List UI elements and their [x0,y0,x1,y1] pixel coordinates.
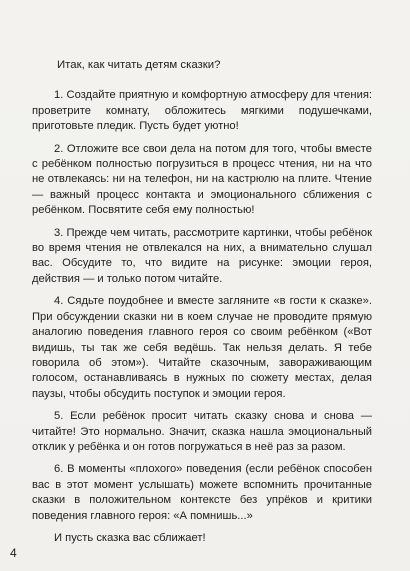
page-number: 4 [10,546,17,560]
paragraph-1: 1. Создайте приятную и комфортную атмосферу для чтения: проветрите комнату, обложитесь мягкими подушечками, приготовьте пледик. Пусть будет уютно! [32,89,372,133]
paragraph-4: 4. Сядьте поудобнее и вместе загляните «в гости к сказке». При обсуждении сказки ни в коем случае не проводите прямую аналогию поведения главного героя со своим ребёнком («Вот видишь, ты так же себя ведёшь. Так нельзя делать. Я тебе говорила об этом»). Читайте сказочным, завораживающим голосом, останавливаясь в нужных по сюжету местах, делая паузы, чтобы обсудить поступок и эмоции героя. [32,295,372,400]
section-heading: Итак, как читать детям сказки? [57,59,221,71]
paragraph-3: 3. Прежде чем читать, рассмотрите картинки, чтобы ребёнок во время чтения не отвлекался на них, а внимательно слушал вас. Обсудите то, что видите на рисунке: эмоции героя, действия — и только потом читайте. [32,226,372,285]
paragraph-2: 2. Отложите все свои дела на потом для того, чтобы вместе с ребёнком полностью погрузиться в процесс чтения, ни на что не отвлекаясь: ни на телефон, ни на кастрюлю на плите. Чтение — важный процесс контакта и эмоционального сближения с ребёнком. Посвятите себя ему полностью! [32,142,372,217]
show-through-text [228,18,388,36]
paragraph-5: 5. Если ребёнок просит читать сказку снова и снова — читайте! Это нормально. Значит, сказка нашла эмоциональный отклик у ребёнка и он готов погружаться в неё раз за разом. [32,410,372,453]
page-content [32,58,372,546]
paragraph-6: 6. В моменты «плохого» поведения (если ребёнок способен вас в этот момент услышать) можете вспомнить прочитанные сказки в положительном контексте без упрёков и критики поведения главного героя: «А помнишь...» [32,463,372,522]
closing-line: И пусть сказка вас сближает! [54,531,206,544]
